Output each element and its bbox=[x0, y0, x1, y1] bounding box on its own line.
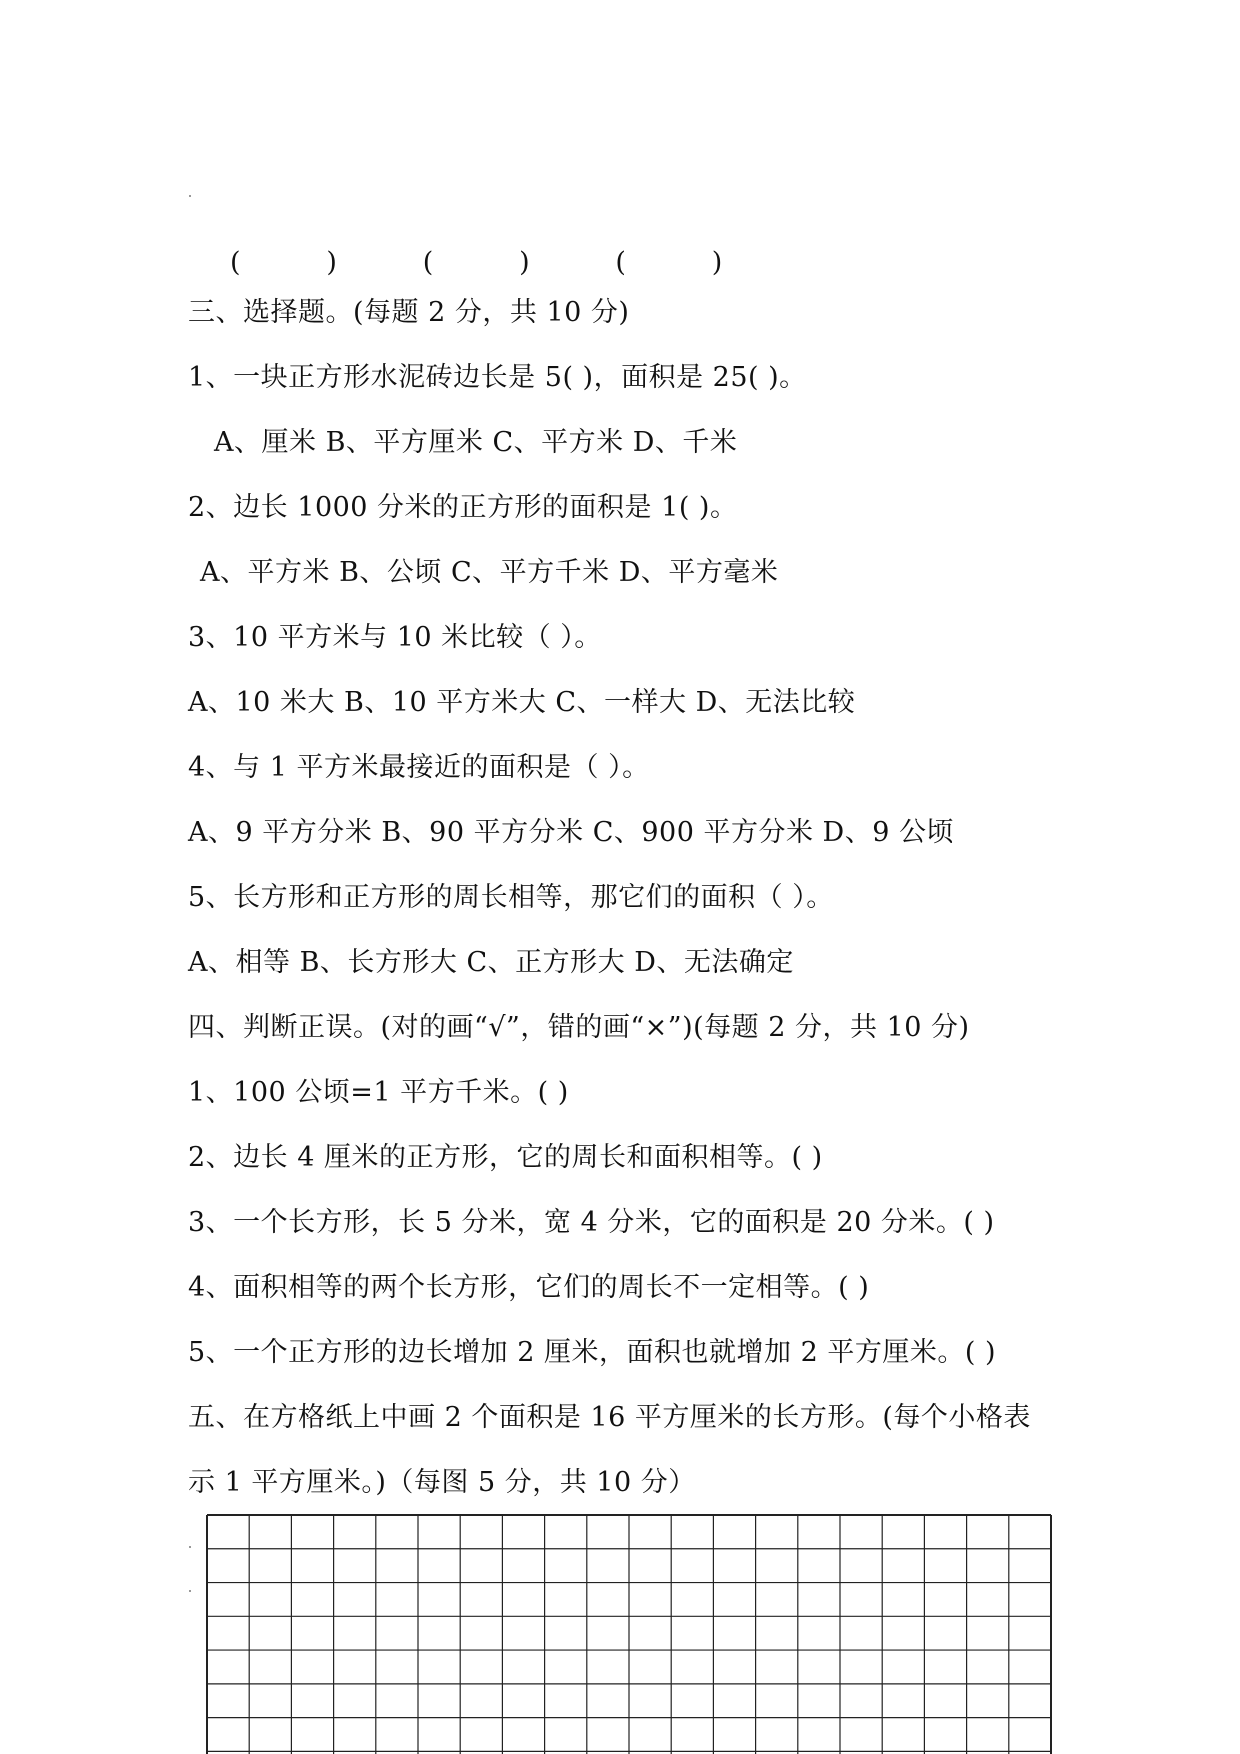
section-3-question-1: 1、一块正方形水泥砖边长是 5( )，面积是 25( )。 bbox=[188, 362, 807, 393]
answer-blanks-row: ( ) ( ) ( ) bbox=[230, 247, 723, 278]
scan-speck bbox=[189, 1590, 191, 1592]
section-4-item-1: 1、100 公顷=1 平方千米。( ) bbox=[188, 1077, 569, 1108]
section-3-question-5: 5、长方形和正方形的周长相等，那它们的面积（ ）。 bbox=[188, 882, 834, 913]
section-4-item-2: 2、边长 4 厘米的正方形，它的周长和面积相等。( ) bbox=[188, 1142, 823, 1173]
scan-speck bbox=[189, 195, 191, 197]
section-3-question-2: 2、边长 1000 分米的正方形的面积是 1( )。 bbox=[188, 492, 738, 523]
section-3-question-3: 3、10 平方米与 10 米比较（ ）。 bbox=[188, 622, 602, 653]
section-4-item-3: 3、一个长方形，长 5 分米，宽 4 分米，它的面积是 20 分米。( ) bbox=[188, 1207, 995, 1238]
section-5-heading-line-1: 五、在方格纸上中画 2 个面积是 16 平方厘米的长方形。(每个小格表 bbox=[188, 1402, 1031, 1433]
section-3-question-4-options: A、9 平方分米 B、90 平方分米 C、900 平方分米 D、9 公顷 bbox=[188, 817, 954, 848]
section-4-heading: 四、判断正误。(对的画“√”，错的画“×”)(每题 2 分，共 10 分) bbox=[188, 1012, 970, 1043]
section-3-question-3-options: A、10 米大 B、10 平方米大 C、一样大 D、无法比较 bbox=[188, 687, 856, 718]
section-3-heading: 三、选择题。(每题 2 分，共 10 分) bbox=[188, 297, 630, 328]
section-3-question-2-options: A、平方米 B、公顷 C、平方千米 D、平方毫米 bbox=[200, 557, 779, 588]
square-grid-paper bbox=[206, 1514, 1052, 1754]
section-3-question-4: 4、与 1 平方米最接近的面积是（ ）。 bbox=[188, 752, 650, 783]
section-3-question-5-options: A、相等 B、长方形大 C、正方形大 D、无法确定 bbox=[188, 947, 794, 978]
section-4-item-4: 4、面积相等的两个长方形，它们的周长不一定相等。( ) bbox=[188, 1272, 870, 1303]
scan-speck bbox=[189, 1546, 191, 1548]
section-5-heading-line-2: 示 1 平方厘米。)（每图 5 分，共 10 分） bbox=[188, 1467, 696, 1498]
section-3-question-1-options: A、厘米 B、平方厘米 C、平方米 D、千米 bbox=[214, 427, 738, 458]
grid-svg bbox=[206, 1514, 1052, 1754]
section-4-item-5: 5、一个正方形的边长增加 2 厘米，面积也就增加 2 平方厘米。( ) bbox=[188, 1337, 997, 1368]
